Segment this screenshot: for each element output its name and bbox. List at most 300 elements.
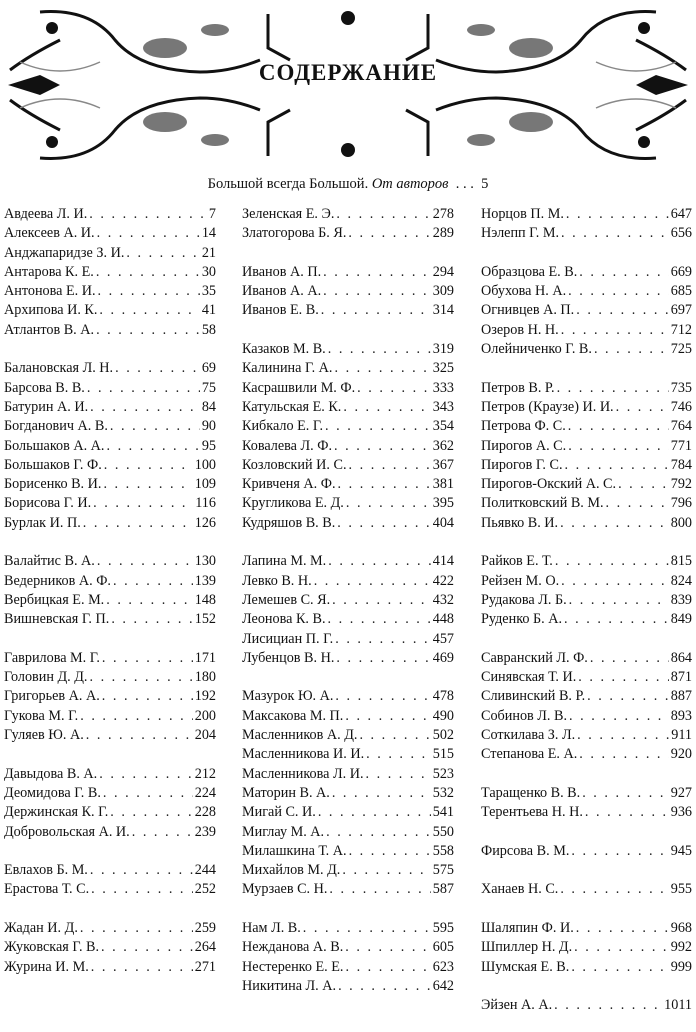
toc-entry-name: Лубенцов В. Н. bbox=[242, 649, 335, 666]
toc-entry-name: Пирогов Г. С. bbox=[481, 456, 563, 473]
toc-entry[interactable] bbox=[4, 803, 216, 822]
toc-entry[interactable] bbox=[4, 456, 216, 475]
toc-entry[interactable] bbox=[4, 224, 216, 243]
toc-entry-page: 575 bbox=[432, 862, 454, 879]
toc-entry-page: 95 bbox=[201, 437, 216, 454]
toc-entry[interactable] bbox=[481, 340, 692, 359]
toc-entry[interactable] bbox=[481, 514, 692, 533]
toc-entry-page: 75 bbox=[201, 379, 216, 396]
toc-entry-name: Зеленская Е. Э. bbox=[242, 206, 335, 222]
toc-entry[interactable] bbox=[242, 456, 454, 475]
toc-entry[interactable] bbox=[481, 784, 692, 803]
toc-entry[interactable] bbox=[4, 687, 216, 706]
toc-entry-name: Мурзаев С. Н. bbox=[242, 881, 328, 898]
toc-entry-page: 685 bbox=[670, 283, 692, 300]
toc-entry-page: 354 bbox=[432, 418, 454, 435]
toc-entry-page: 343 bbox=[432, 398, 454, 415]
toc-entry-name: Левко В. Н. bbox=[242, 572, 312, 589]
toc-entry-name: Авдеева Л. И. bbox=[4, 206, 88, 222]
toc-entry-page: 228 bbox=[194, 804, 216, 821]
toc-entry-name: Пьявко В. И. bbox=[481, 514, 559, 531]
toc-entry[interactable] bbox=[4, 668, 216, 687]
toc-entry-name: Кибкало Е. Г. bbox=[242, 418, 324, 435]
toc-entry-name: Атлантов В. А. bbox=[4, 321, 95, 338]
toc-entry-page: 839 bbox=[670, 591, 692, 608]
toc-entry[interactable] bbox=[242, 977, 454, 996]
toc-entry[interactable] bbox=[242, 745, 454, 764]
toc-entry-page: 523 bbox=[432, 765, 454, 782]
dot-leader bbox=[328, 340, 431, 359]
toc-entry-page: 1011 bbox=[664, 997, 692, 1014]
toc-entry-name: Балановская Л. Н. bbox=[4, 360, 114, 377]
toc-entry[interactable] bbox=[481, 649, 692, 668]
toc-entry[interactable] bbox=[481, 379, 692, 398]
dot-leader bbox=[564, 610, 669, 629]
toc-entry-name: Фирсова В. М. bbox=[481, 842, 570, 859]
dot-leader bbox=[568, 437, 669, 456]
dot-leader bbox=[89, 205, 207, 224]
dot-leader bbox=[345, 707, 430, 726]
dot-leader bbox=[106, 591, 192, 610]
toc-entry[interactable] bbox=[4, 572, 216, 591]
toc-entry-name: Руденко Б. А. bbox=[481, 611, 563, 628]
dot-leader bbox=[566, 205, 669, 224]
toc-entry-name: Синявская Т. И. bbox=[481, 669, 577, 686]
toc-entry[interactable] bbox=[242, 861, 454, 880]
dot-leader bbox=[87, 379, 200, 398]
toc-entry-page: 192 bbox=[194, 688, 216, 705]
dot-leader bbox=[321, 301, 431, 320]
toc-entry-page: 796 bbox=[670, 495, 692, 512]
toc-entry[interactable] bbox=[242, 765, 454, 784]
toc-entry-page: 139 bbox=[194, 572, 216, 589]
toc-entry-page: 992 bbox=[670, 939, 692, 956]
dot-leader bbox=[576, 301, 669, 320]
toc-entry-page: 911 bbox=[671, 727, 692, 744]
toc-entry-page: 502 bbox=[432, 727, 454, 744]
dot-leader bbox=[110, 803, 192, 822]
group-gap bbox=[4, 630, 216, 649]
dot-leader bbox=[590, 649, 669, 668]
dot-leader bbox=[568, 417, 669, 436]
toc-entry[interactable] bbox=[242, 687, 454, 706]
toc-entry[interactable] bbox=[481, 552, 692, 571]
toc-entry-page: 84 bbox=[201, 398, 216, 415]
toc-entry-page: 309 bbox=[432, 283, 454, 300]
toc-entry-name: Озеров Н. Н. bbox=[481, 321, 559, 338]
toc-entry-page: 469 bbox=[432, 649, 454, 666]
toc-entry-name: Нэлепп Г. М. bbox=[481, 225, 560, 242]
toc-entry[interactable] bbox=[242, 224, 454, 243]
toc-entry-name: Жуковская Г. В. bbox=[4, 939, 100, 956]
dot-leader bbox=[99, 301, 199, 320]
toc-entry-page: 746 bbox=[670, 398, 692, 415]
toc-entry[interactable] bbox=[4, 282, 216, 301]
dot-leader bbox=[561, 224, 669, 243]
toc-entry[interactable] bbox=[4, 417, 216, 436]
toc-entry[interactable] bbox=[481, 996, 692, 1015]
toc-entry[interactable] bbox=[4, 244, 216, 263]
toc-entry-page: 200 bbox=[194, 707, 216, 724]
dot-leader bbox=[328, 610, 431, 629]
toc-entry-name: Борисова Г. И. bbox=[4, 495, 92, 512]
toc-entry[interactable] bbox=[481, 224, 692, 243]
toc-entry[interactable] bbox=[4, 823, 216, 842]
toc-entry[interactable] bbox=[4, 919, 216, 938]
toc-entry[interactable] bbox=[4, 301, 216, 320]
toc-entry-name: Обухова Н. А. bbox=[481, 283, 567, 300]
toc-entry-page: 58 bbox=[201, 321, 216, 338]
toc-entry[interactable] bbox=[481, 456, 692, 475]
dot-leader bbox=[336, 205, 430, 224]
toc-entry-page: 945 bbox=[670, 842, 692, 859]
toc-entry[interactable] bbox=[481, 494, 692, 513]
toc-column-2 bbox=[242, 205, 454, 996]
toc-entry-page: 404 bbox=[432, 514, 454, 531]
toc-entry-page: 294 bbox=[432, 263, 454, 280]
toc-entry[interactable] bbox=[481, 726, 692, 745]
header-ornament bbox=[0, 0, 696, 170]
toc-entry-name: Иванов А. П. bbox=[242, 263, 322, 280]
dot-leader bbox=[101, 938, 193, 957]
toc-entry[interactable] bbox=[481, 591, 692, 610]
toc-entry-name: Нестеренко Е. Е. bbox=[242, 958, 344, 975]
toc-entry[interactable] bbox=[242, 205, 454, 224]
toc-entry-name: Калинина Г. А. bbox=[242, 360, 333, 377]
toc-entry[interactable] bbox=[4, 359, 216, 378]
toc-entry[interactable] bbox=[4, 263, 216, 282]
dot-leader bbox=[89, 668, 192, 687]
toc-entry[interactable] bbox=[242, 359, 454, 378]
dot-leader bbox=[326, 823, 431, 842]
toc-entry[interactable] bbox=[242, 823, 454, 842]
dot-leader bbox=[571, 842, 668, 861]
dot-leader bbox=[314, 572, 431, 591]
toc-entry-page: 259 bbox=[194, 919, 216, 936]
toc-entry[interactable] bbox=[481, 707, 692, 726]
toc-entry[interactable] bbox=[242, 610, 454, 629]
toc-entry-page: 595 bbox=[432, 919, 454, 936]
toc-entry[interactable] bbox=[4, 765, 216, 784]
toc-entry-name: Соткилава З. Л. bbox=[481, 727, 576, 744]
toc-entry[interactable] bbox=[242, 437, 454, 456]
toc-entry-page: 457 bbox=[432, 630, 454, 647]
toc-entry-page: 252 bbox=[194, 881, 216, 898]
toc-entry-page: 69 bbox=[201, 360, 216, 377]
toc-entry-page: 362 bbox=[432, 437, 454, 454]
toc-entry-page: 558 bbox=[432, 842, 454, 859]
toc-entry-name: Петрова Ф. С. bbox=[481, 418, 566, 435]
toc-entry[interactable] bbox=[481, 668, 692, 687]
toc-entry[interactable] bbox=[481, 938, 692, 957]
dot-leader bbox=[106, 437, 199, 456]
toc-entry[interactable] bbox=[242, 707, 454, 726]
toc-entry-page: 14 bbox=[201, 225, 216, 242]
toc-entry-name: Эйзен А. А. bbox=[481, 997, 553, 1014]
group-gap bbox=[4, 340, 216, 359]
toc-entry-page: 647 bbox=[670, 206, 692, 222]
toc-entry-name: Собинов Л. В. bbox=[481, 707, 568, 724]
toc-entry-page: 623 bbox=[432, 958, 454, 975]
toc-entry-name: Милашкина Т. А. bbox=[242, 842, 347, 859]
toc-entry[interactable] bbox=[4, 610, 216, 629]
toc-entry-name: Держинская К. Г. bbox=[4, 804, 109, 821]
dot-leader bbox=[560, 514, 669, 533]
toc-entry-name: Ковалева Л. Ф. bbox=[242, 437, 332, 454]
dot-leader bbox=[579, 263, 668, 282]
toc-entry[interactable] bbox=[481, 475, 692, 494]
toc-entry-name: Савранский Л. Ф. bbox=[481, 649, 588, 666]
toc-entry-page: 333 bbox=[432, 379, 454, 396]
dot-leader bbox=[303, 919, 431, 938]
toc-entry-name: Большаков А. А. bbox=[4, 437, 105, 454]
dot-leader bbox=[329, 880, 430, 899]
toc-entry[interactable] bbox=[481, 282, 692, 301]
toc-entry-name: Анджапаридзе З. И. bbox=[4, 244, 125, 261]
toc-entry[interactable] bbox=[481, 842, 692, 861]
toc-entry-name: Огнивцев А. П. bbox=[481, 302, 575, 319]
toc-entry[interactable] bbox=[4, 379, 216, 398]
toc-entry-page: 90 bbox=[201, 418, 216, 435]
toc-entry-name: Масленников А. Д. bbox=[242, 727, 358, 744]
toc-entry[interactable] bbox=[4, 861, 216, 880]
toc-entry[interactable] bbox=[242, 726, 454, 745]
toc-entry[interactable] bbox=[242, 572, 454, 591]
dot-leader bbox=[90, 861, 193, 880]
toc-entry[interactable] bbox=[4, 494, 216, 513]
group-gap bbox=[4, 842, 216, 861]
dot-leader bbox=[345, 938, 430, 957]
toc-entry[interactable] bbox=[242, 282, 454, 301]
toc-entry[interactable] bbox=[481, 205, 692, 224]
toc-entry-name: Иванов А. А. bbox=[242, 283, 322, 300]
toc-entry-page: 21 bbox=[201, 244, 216, 261]
toc-entry-name: Петров В. Р. bbox=[481, 379, 555, 396]
toc-entry-page: 395 bbox=[432, 495, 454, 512]
toc-entry-name: Масленникова Л. И. bbox=[242, 765, 364, 782]
dot-leader bbox=[132, 823, 193, 842]
toc-entry[interactable] bbox=[4, 321, 216, 340]
toc-entry-page: 697 bbox=[670, 302, 692, 319]
dot-leader bbox=[96, 321, 200, 340]
toc-entry-page: 864 bbox=[670, 649, 692, 666]
dot-leader bbox=[86, 726, 193, 745]
toc-entry-name: Давыдова В. А. bbox=[4, 765, 98, 782]
toc-entry[interactable] bbox=[242, 784, 454, 803]
toc-entry[interactable] bbox=[481, 610, 692, 629]
toc-entry[interactable] bbox=[242, 494, 454, 513]
toc-entry[interactable] bbox=[481, 572, 692, 591]
toc-entry[interactable] bbox=[4, 958, 216, 977]
group-gap bbox=[481, 630, 692, 649]
toc-entry[interactable] bbox=[242, 880, 454, 899]
toc-entry-name: Пирогов-Окский А. С. bbox=[481, 476, 617, 493]
dot-leader bbox=[126, 244, 199, 263]
toc-entry[interactable] bbox=[242, 919, 454, 938]
toc-entry-name: Деомидова Г. В. bbox=[4, 784, 101, 801]
toc-entry[interactable] bbox=[481, 398, 692, 417]
group-gap bbox=[4, 745, 216, 764]
subtitle-dots: . . . bbox=[452, 176, 478, 192]
toc-entry-name: Антонова Е. И. bbox=[4, 283, 96, 300]
toc-entry-name: Вербицкая Е. М. bbox=[4, 591, 105, 608]
toc-entry-page: 289 bbox=[432, 225, 454, 242]
toc-entry[interactable] bbox=[4, 707, 216, 726]
toc-entry[interactable] bbox=[4, 880, 216, 899]
toc-column-3 bbox=[481, 205, 692, 1015]
group-gap bbox=[481, 861, 692, 880]
dot-leader bbox=[357, 379, 431, 398]
dot-leader bbox=[335, 687, 430, 706]
toc-entry[interactable] bbox=[242, 398, 454, 417]
group-gap bbox=[242, 668, 454, 687]
toc-entry-name: Олейниченко Г. В. bbox=[481, 341, 592, 358]
dot-leader bbox=[83, 514, 193, 533]
group-gap bbox=[242, 533, 454, 552]
group-gap bbox=[481, 533, 692, 552]
toc-entry-page: 784 bbox=[670, 456, 692, 473]
toc-entry-page: 735 bbox=[670, 379, 692, 396]
toc-entry-name: Нам Л. В. bbox=[242, 919, 301, 936]
toc-entry-page: 180 bbox=[194, 669, 216, 686]
toc-entry[interactable] bbox=[242, 649, 454, 668]
dot-leader bbox=[587, 687, 669, 706]
group-gap bbox=[481, 900, 692, 919]
toc-entry-page: 490 bbox=[432, 707, 454, 724]
toc-entry-name: Нежданова А. В. bbox=[242, 939, 344, 956]
toc-entry-page: 271 bbox=[194, 958, 216, 975]
group-gap bbox=[4, 900, 216, 919]
toc-entry[interactable] bbox=[242, 514, 454, 533]
dot-leader bbox=[366, 765, 431, 784]
toc-entry[interactable] bbox=[4, 205, 216, 224]
toc-entry[interactable] bbox=[242, 340, 454, 359]
dot-leader bbox=[616, 398, 669, 417]
toc-entry[interactable] bbox=[242, 630, 454, 649]
toc-entry-page: 148 bbox=[194, 591, 216, 608]
toc-entry[interactable] bbox=[481, 745, 692, 764]
group-gap bbox=[242, 321, 454, 340]
toc-entry[interactable] bbox=[4, 514, 216, 533]
dot-leader bbox=[569, 707, 669, 726]
toc-entry-name: Шумская Е. В. bbox=[481, 958, 570, 975]
toc-entry[interactable] bbox=[242, 475, 454, 494]
toc-entry[interactable] bbox=[4, 726, 216, 745]
toc-entry-name: Ерастова Т. С. bbox=[4, 881, 90, 898]
toc-entry-page: 448 bbox=[432, 611, 454, 628]
toc-entry[interactable] bbox=[481, 417, 692, 436]
toc-entry[interactable] bbox=[481, 321, 692, 340]
toc-entry-page: 35 bbox=[201, 283, 216, 300]
toc-entry-page: 30 bbox=[201, 263, 216, 280]
toc-entry[interactable] bbox=[4, 938, 216, 957]
toc-entry-page: 999 bbox=[670, 958, 692, 975]
toc-entry-page: 381 bbox=[432, 476, 454, 493]
toc-entry-page: 605 bbox=[432, 939, 454, 956]
toc-entry[interactable] bbox=[242, 417, 454, 436]
toc-entry-page: 212 bbox=[194, 765, 216, 782]
toc-entry-page: 642 bbox=[432, 977, 454, 994]
toc-entry[interactable] bbox=[242, 958, 454, 977]
dot-leader bbox=[577, 726, 669, 745]
toc-entry[interactable] bbox=[242, 591, 454, 610]
toc-entry[interactable] bbox=[481, 687, 692, 706]
toc-entry-page: 712 bbox=[670, 321, 692, 338]
toc-entry[interactable] bbox=[4, 475, 216, 494]
page-title: СОДЕРЖАНИЕ bbox=[258, 60, 438, 85]
dot-leader bbox=[606, 494, 669, 513]
toc-entry[interactable] bbox=[481, 263, 692, 282]
toc-entry[interactable] bbox=[4, 784, 216, 803]
toc-entry[interactable] bbox=[481, 803, 692, 822]
toc-entry[interactable] bbox=[242, 938, 454, 957]
toc-entry-name: Касрашвили М. Ф. bbox=[242, 379, 356, 396]
toc-entry-name: Степанова Е. А. bbox=[481, 746, 578, 763]
toc-entry-name: Вишневская Г. П. bbox=[4, 611, 110, 628]
toc-entry[interactable] bbox=[242, 379, 454, 398]
toc-entry-name: Алексеев А. И. bbox=[4, 225, 95, 242]
toc-entry-name: Валайтис В. А. bbox=[4, 553, 95, 570]
toc-entry-page: 936 bbox=[670, 804, 692, 821]
toc-entry[interactable] bbox=[242, 301, 454, 320]
toc-entry-page: 422 bbox=[432, 572, 454, 589]
toc-entry-name: Богданович А. В. bbox=[4, 418, 108, 435]
dot-leader bbox=[618, 475, 669, 494]
toc-entry[interactable] bbox=[481, 958, 692, 977]
toc-entry-name: Масленникова И. И. bbox=[242, 746, 365, 763]
dot-leader bbox=[97, 224, 200, 243]
toc-entry-name: Мигай С. И. bbox=[242, 804, 316, 821]
group-gap bbox=[481, 359, 692, 378]
dot-leader bbox=[102, 687, 193, 706]
dot-leader bbox=[91, 958, 193, 977]
dot-leader bbox=[337, 514, 430, 533]
toc-entry[interactable] bbox=[242, 552, 454, 571]
toc-entry[interactable] bbox=[481, 880, 692, 899]
toc-entry[interactable] bbox=[4, 591, 216, 610]
dot-leader bbox=[345, 958, 430, 977]
toc-entry-page: 314 bbox=[432, 302, 454, 319]
dot-leader bbox=[335, 630, 431, 649]
toc-entry[interactable] bbox=[481, 919, 692, 938]
toc-entry[interactable] bbox=[4, 398, 216, 417]
toc-entry[interactable] bbox=[481, 437, 692, 456]
toc-entry[interactable] bbox=[4, 552, 216, 571]
toc-entry-page: 920 bbox=[670, 746, 692, 763]
dot-leader bbox=[348, 224, 430, 243]
toc-entry-name: Шпиллер Н. Д. bbox=[481, 939, 573, 956]
toc-entry-page: 152 bbox=[194, 611, 216, 628]
toc-entry-name: Образцова Е. В. bbox=[481, 263, 578, 280]
toc-entry[interactable] bbox=[4, 649, 216, 668]
dot-leader bbox=[557, 379, 669, 398]
toc-entry[interactable] bbox=[242, 803, 454, 822]
toc-entry-name: Евлахов Б. М. bbox=[4, 862, 88, 879]
subtitle-page: 5 bbox=[481, 176, 489, 192]
toc-entry[interactable] bbox=[242, 263, 454, 282]
toc-entry[interactable] bbox=[4, 437, 216, 456]
dot-leader bbox=[561, 572, 669, 591]
toc-entry-name: Катульская Е. К. bbox=[242, 398, 342, 415]
group-gap bbox=[242, 900, 454, 919]
toc-entry[interactable] bbox=[242, 842, 454, 861]
toc-entry-page: 264 bbox=[194, 939, 216, 956]
dot-leader bbox=[569, 591, 669, 610]
toc-entry-page: 764 bbox=[670, 418, 692, 435]
toc-entry[interactable] bbox=[481, 301, 692, 320]
group-gap bbox=[481, 977, 692, 996]
toc-entry-page: 771 bbox=[670, 437, 692, 454]
